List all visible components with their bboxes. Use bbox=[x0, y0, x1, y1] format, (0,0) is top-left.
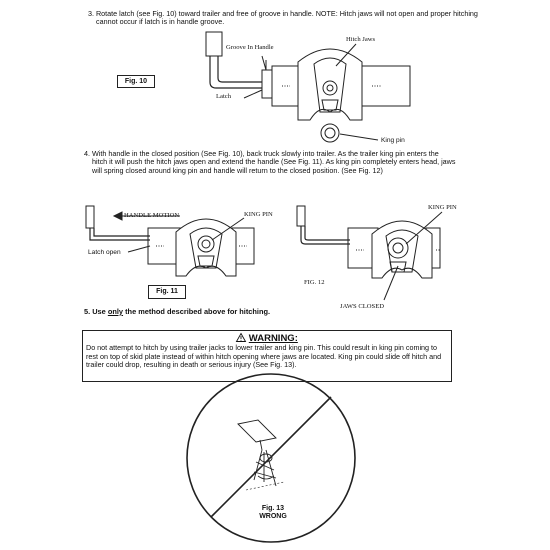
fig11-label: Fig. 11 bbox=[148, 285, 186, 299]
step5-suffix: the method described above for hitching. bbox=[123, 307, 271, 316]
hitch-jaws-label: Hitch Jaws bbox=[346, 36, 376, 43]
step5-emphasis: only bbox=[107, 307, 124, 316]
warning-body: Do not attempt to hitch by using trailer jacks to lower trailer and king pin. This could result in king pin coming to rest on top of skid plate instead of within hitch opening where jaws are located. King pin could slide off hitch and trailer could drop, resulting in death or serious injury (See Fig. 13). bbox=[86, 343, 442, 370]
kingpin-label-fig12: KING PIN bbox=[428, 204, 457, 211]
warning-title: WARNING: bbox=[248, 333, 298, 344]
groove-label: Groove In Handle bbox=[226, 44, 274, 51]
fig13-caption bbox=[248, 505, 298, 521]
step3-line2: cannot occur if latch is in handle groove. bbox=[96, 17, 225, 27]
fig12-label: FIG. 12 bbox=[304, 279, 325, 286]
step4-line1: 4. With handle in the closed position (See Fig. 10), back truck slowly into trailer. As the trailer king pin enters the bbox=[84, 149, 439, 158]
kingpin-label-fig11: KING PIN bbox=[244, 211, 273, 218]
fig10-label: Fig. 10 bbox=[117, 75, 155, 88]
step4-line3: will spring closed around king pin and handle will return to the closed position. (See Fig. 12) bbox=[92, 165, 383, 175]
handle-motion-label: HANDLE MOTION bbox=[124, 212, 180, 219]
step4-line2: hitch it will push the hitch jaws open and extend the handle (See Fig. 11). As king pin completely enters head, jaws bbox=[92, 157, 456, 167]
latch-label: Latch bbox=[216, 93, 232, 100]
jaws-closed-label: JAWS CLOSED bbox=[340, 303, 384, 310]
fig13-label: Fig. 13 bbox=[261, 505, 285, 512]
step3-line1: 3. Rotate latch (see Fig. 10) toward trailer and free of groove in handle. NOTE: Hitch jaws will not open and proper hitching bbox=[88, 9, 478, 18]
kingpin-label-fig10: King pin bbox=[381, 137, 405, 144]
latch-open-label: Latch open bbox=[88, 249, 121, 256]
fig13-wrong-label: WRONG bbox=[259, 513, 287, 520]
step5-prefix: 5. Use bbox=[84, 307, 108, 316]
